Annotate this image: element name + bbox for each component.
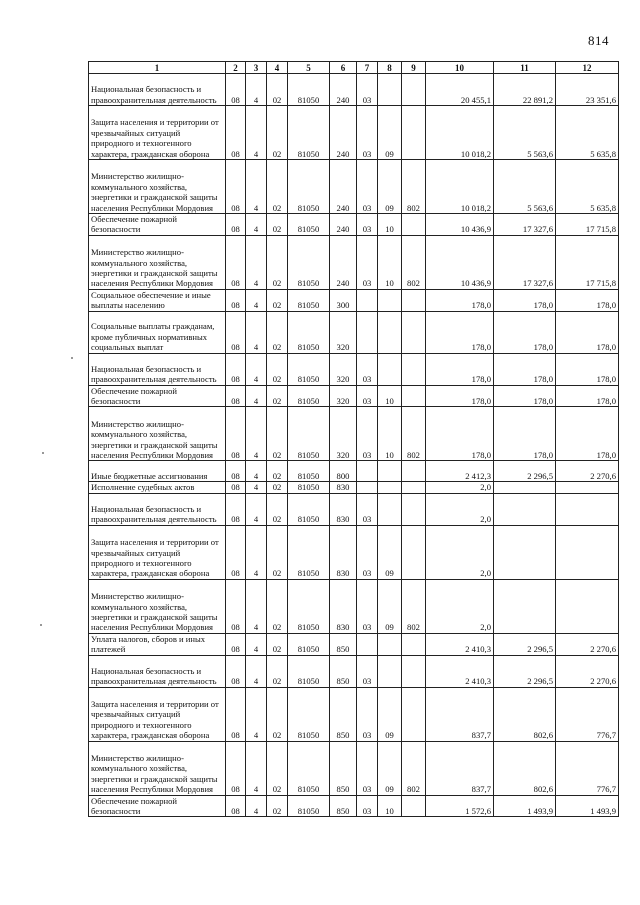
col12-value-cell: 2 270,6 <box>556 461 619 482</box>
col2-cell: 08 <box>226 353 246 385</box>
col8-cell: 09 <box>378 687 402 741</box>
col5-cell: 81050 <box>288 461 330 482</box>
col11-value-cell: 17 327,6 <box>494 214 556 236</box>
col7-cell <box>357 289 378 311</box>
col7-cell: 03 <box>357 353 378 385</box>
col12-value-cell: 17 715,8 <box>556 214 619 236</box>
col11-value-cell: 178,0 <box>494 289 556 311</box>
col8-cell: 09 <box>378 579 402 633</box>
col4-cell: 02 <box>267 74 288 106</box>
col7-cell: 03 <box>357 74 378 106</box>
page-number: 814 <box>588 33 609 48</box>
col4-cell: 02 <box>267 525 288 579</box>
scan-speck <box>40 624 42 626</box>
col12-value-cell <box>556 579 619 633</box>
col6-cell: 300 <box>330 289 357 311</box>
col4-cell: 02 <box>267 687 288 741</box>
col3-cell: 4 <box>246 633 267 655</box>
table-row <box>89 106 619 160</box>
col11-value-cell: 178,0 <box>494 353 556 385</box>
header-row <box>89 62 619 74</box>
col10-value-cell: 10 436,9 <box>426 214 494 236</box>
table-row <box>89 633 619 655</box>
col9-cell <box>402 289 426 311</box>
col4-cell: 02 <box>267 579 288 633</box>
col8-cell: 09 <box>378 160 402 214</box>
col5-cell: 81050 <box>288 385 330 407</box>
col8-cell: 10 <box>378 795 402 817</box>
col5-cell: 81050 <box>288 579 330 633</box>
col10-value-cell: 10 436,9 <box>426 235 494 289</box>
table-row <box>89 687 619 741</box>
col8-cell <box>378 633 402 655</box>
col3-cell: 4 <box>246 214 267 236</box>
header-cell: 6 <box>330 62 357 74</box>
col7-cell: 03 <box>357 235 378 289</box>
col11-value-cell: 22 891,2 <box>494 74 556 106</box>
col6-cell: 830 <box>330 579 357 633</box>
col6-cell: 320 <box>330 311 357 353</box>
col7-cell: 03 <box>357 655 378 687</box>
col12-value-cell: 178,0 <box>556 385 619 407</box>
header-cell: 7 <box>357 62 378 74</box>
table-row <box>89 289 619 311</box>
col12-value-cell <box>556 493 619 525</box>
col12-value-cell: 23 351,6 <box>556 74 619 106</box>
col12-value-cell <box>556 525 619 579</box>
col12-value-cell <box>556 482 619 493</box>
col2-cell: 08 <box>226 741 246 795</box>
col2-cell: 08 <box>226 687 246 741</box>
col5-cell: 81050 <box>288 525 330 579</box>
col7-cell: 03 <box>357 214 378 236</box>
col12-value-cell: 2 270,6 <box>556 655 619 687</box>
col4-cell: 02 <box>267 655 288 687</box>
row-name-cell: Национальная безопасность и правоохранительная деятельность <box>89 74 226 106</box>
scan-speck <box>42 452 44 454</box>
table-row <box>89 482 619 493</box>
col11-value-cell: 1 493,9 <box>494 795 556 817</box>
row-name-cell: Иные бюджетные ассигнования <box>89 461 226 482</box>
table-row <box>89 160 619 214</box>
col2-cell: 08 <box>226 160 246 214</box>
col9-cell <box>402 106 426 160</box>
col7-cell <box>357 633 378 655</box>
col3-cell: 4 <box>246 407 267 461</box>
col8-cell: 10 <box>378 235 402 289</box>
col6-cell: 850 <box>330 795 357 817</box>
col5-cell: 81050 <box>288 106 330 160</box>
col10-value-cell: 10 018,2 <box>426 160 494 214</box>
col9-cell <box>402 353 426 385</box>
col9-cell <box>402 311 426 353</box>
row-name-cell: Министерство жилищно-коммунального хозяйства, энергетики и гражданской защиты населения Республики Мордовия <box>89 407 226 461</box>
col3-cell: 4 <box>246 353 267 385</box>
col10-value-cell: 178,0 <box>426 407 494 461</box>
col4-cell: 02 <box>267 214 288 236</box>
col9-cell <box>402 214 426 236</box>
col11-value-cell: 17 327,6 <box>494 235 556 289</box>
col4-cell: 02 <box>267 289 288 311</box>
table-body <box>89 74 619 817</box>
budget-table <box>88 61 619 817</box>
table-row <box>89 385 619 407</box>
col7-cell <box>357 311 378 353</box>
col11-value-cell: 2 296,5 <box>494 461 556 482</box>
table-row <box>89 525 619 579</box>
table-row <box>89 579 619 633</box>
table-row <box>89 235 619 289</box>
col8-cell <box>378 289 402 311</box>
col4-cell: 02 <box>267 482 288 493</box>
table-row <box>89 461 619 482</box>
col10-value-cell: 10 018,2 <box>426 106 494 160</box>
col2-cell: 08 <box>226 289 246 311</box>
col12-value-cell: 178,0 <box>556 407 619 461</box>
col6-cell: 850 <box>330 633 357 655</box>
col3-cell: 4 <box>246 579 267 633</box>
col2-cell: 08 <box>226 795 246 817</box>
col12-value-cell: 1 493,9 <box>556 795 619 817</box>
col7-cell: 03 <box>357 493 378 525</box>
col10-value-cell: 20 455,1 <box>426 74 494 106</box>
col5-cell: 81050 <box>288 214 330 236</box>
header-cell: 5 <box>288 62 330 74</box>
col8-cell <box>378 461 402 482</box>
col7-cell: 03 <box>357 525 378 579</box>
col3-cell: 4 <box>246 160 267 214</box>
col12-value-cell: 178,0 <box>556 289 619 311</box>
row-name-cell: Обеспечение пожарной безопасности <box>89 385 226 407</box>
table-row <box>89 74 619 106</box>
col9-cell <box>402 795 426 817</box>
row-name-cell: Министерство жилищно-коммунального хозяйства, энергетики и гражданской защиты населения Республики Мордовия <box>89 235 226 289</box>
header-cell: 2 <box>226 62 246 74</box>
col8-cell: 09 <box>378 741 402 795</box>
col10-value-cell: 2 412,3 <box>426 461 494 482</box>
col12-value-cell: 776,7 <box>556 687 619 741</box>
col8-cell: 09 <box>378 525 402 579</box>
header-cell: 12 <box>556 62 619 74</box>
col5-cell: 81050 <box>288 687 330 741</box>
col7-cell: 03 <box>357 795 378 817</box>
col10-value-cell: 2,0 <box>426 482 494 493</box>
col2-cell: 08 <box>226 311 246 353</box>
col5-cell: 81050 <box>288 353 330 385</box>
row-name-cell: Социальное обеспечение и иные выплаты населению <box>89 289 226 311</box>
col4-cell: 02 <box>267 795 288 817</box>
col10-value-cell: 1 572,6 <box>426 795 494 817</box>
col5-cell: 81050 <box>288 655 330 687</box>
col3-cell: 4 <box>246 311 267 353</box>
col9-cell <box>402 461 426 482</box>
table-row <box>89 214 619 236</box>
col10-value-cell: 837,7 <box>426 741 494 795</box>
col7-cell: 03 <box>357 741 378 795</box>
table-row <box>89 655 619 687</box>
col4-cell: 02 <box>267 353 288 385</box>
col2-cell: 08 <box>226 525 246 579</box>
row-name-cell: Министерство жилищно-коммунального хозяйства, энергетики и гражданской защиты населения Республики Мордовия <box>89 160 226 214</box>
col12-value-cell: 5 635,8 <box>556 160 619 214</box>
col12-value-cell: 178,0 <box>556 353 619 385</box>
col5-cell: 81050 <box>288 482 330 493</box>
col5-cell: 81050 <box>288 407 330 461</box>
table-row <box>89 493 619 525</box>
row-name-cell: Социальные выплаты гражданам, кроме публичных нормативных социальных выплат <box>89 311 226 353</box>
row-name-cell: Национальная безопасность и правоохранительная деятельность <box>89 493 226 525</box>
col3-cell: 4 <box>246 741 267 795</box>
col11-value-cell <box>494 482 556 493</box>
col2-cell: 08 <box>226 74 246 106</box>
col3-cell: 4 <box>246 235 267 289</box>
col10-value-cell: 178,0 <box>426 385 494 407</box>
col2-cell: 08 <box>226 235 246 289</box>
col4-cell: 02 <box>267 461 288 482</box>
col6-cell: 850 <box>330 741 357 795</box>
col11-value-cell: 178,0 <box>494 385 556 407</box>
col5-cell: 81050 <box>288 741 330 795</box>
col8-cell <box>378 74 402 106</box>
col7-cell: 03 <box>357 385 378 407</box>
col8-cell <box>378 311 402 353</box>
col9-cell <box>402 687 426 741</box>
scan-speck <box>71 357 73 359</box>
row-name-cell: Министерство жилищно-коммунального хозяйства, энергетики и гражданской защиты населения Республики Мордовия <box>89 741 226 795</box>
col10-value-cell: 837,7 <box>426 687 494 741</box>
col9-cell <box>402 655 426 687</box>
col10-value-cell: 2,0 <box>426 579 494 633</box>
col6-cell: 830 <box>330 482 357 493</box>
row-name-cell: Обеспечение пожарной безопасности <box>89 214 226 236</box>
col12-value-cell: 178,0 <box>556 311 619 353</box>
col6-cell: 240 <box>330 214 357 236</box>
col9-cell: 802 <box>402 579 426 633</box>
col5-cell: 81050 <box>288 493 330 525</box>
col10-value-cell: 178,0 <box>426 353 494 385</box>
col6-cell: 240 <box>330 235 357 289</box>
col7-cell: 03 <box>357 160 378 214</box>
col7-cell: 03 <box>357 687 378 741</box>
col3-cell: 4 <box>246 525 267 579</box>
col11-value-cell <box>494 525 556 579</box>
col4-cell: 02 <box>267 160 288 214</box>
col8-cell: 10 <box>378 385 402 407</box>
col6-cell: 800 <box>330 461 357 482</box>
col8-cell <box>378 655 402 687</box>
col9-cell: 802 <box>402 160 426 214</box>
table-row <box>89 311 619 353</box>
col5-cell: 81050 <box>288 795 330 817</box>
col6-cell: 830 <box>330 525 357 579</box>
col9-cell: 802 <box>402 235 426 289</box>
col2-cell: 08 <box>226 407 246 461</box>
col4-cell: 02 <box>267 385 288 407</box>
col6-cell: 320 <box>330 353 357 385</box>
col3-cell: 4 <box>246 74 267 106</box>
col8-cell <box>378 353 402 385</box>
col11-value-cell: 802,6 <box>494 741 556 795</box>
col11-value-cell: 5 563,6 <box>494 160 556 214</box>
col11-value-cell <box>494 493 556 525</box>
col9-cell <box>402 493 426 525</box>
row-name-cell: Уплата налогов, сборов и иных платежей <box>89 633 226 655</box>
header-cell: 10 <box>426 62 494 74</box>
col12-value-cell: 2 270,6 <box>556 633 619 655</box>
col9-cell: 802 <box>402 407 426 461</box>
row-name-cell: Защита населения и территории от чрезвычайных ситуаций природного и техногенного характера, гражданская оборона <box>89 525 226 579</box>
table-row <box>89 795 619 817</box>
col4-cell: 02 <box>267 633 288 655</box>
col4-cell: 02 <box>267 235 288 289</box>
col5-cell: 81050 <box>288 74 330 106</box>
col6-cell: 240 <box>330 160 357 214</box>
col11-value-cell: 178,0 <box>494 407 556 461</box>
col6-cell: 850 <box>330 655 357 687</box>
col3-cell: 4 <box>246 385 267 407</box>
col11-value-cell: 2 296,5 <box>494 633 556 655</box>
col5-cell: 81050 <box>288 289 330 311</box>
col10-value-cell: 178,0 <box>426 311 494 353</box>
col11-value-cell <box>494 579 556 633</box>
col4-cell: 02 <box>267 311 288 353</box>
col4-cell: 02 <box>267 106 288 160</box>
header-cell: 11 <box>494 62 556 74</box>
row-name-cell: Обеспечение пожарной безопасности <box>89 795 226 817</box>
col8-cell: 09 <box>378 106 402 160</box>
row-name-cell: Национальная безопасность и правоохранительная деятельность <box>89 655 226 687</box>
col11-value-cell: 5 563,6 <box>494 106 556 160</box>
header-cell: 4 <box>267 62 288 74</box>
col2-cell: 08 <box>226 655 246 687</box>
row-name-cell: Министерство жилищно-коммунального хозяйства, энергетики и гражданской защиты населения Республики Мордовия <box>89 579 226 633</box>
col9-cell <box>402 482 426 493</box>
col11-value-cell: 178,0 <box>494 311 556 353</box>
col8-cell: 10 <box>378 407 402 461</box>
col10-value-cell: 178,0 <box>426 289 494 311</box>
col3-cell: 4 <box>246 687 267 741</box>
col7-cell <box>357 461 378 482</box>
col7-cell: 03 <box>357 579 378 633</box>
col2-cell: 08 <box>226 385 246 407</box>
col8-cell: 10 <box>378 214 402 236</box>
col12-value-cell: 776,7 <box>556 741 619 795</box>
col10-value-cell: 2 410,3 <box>426 655 494 687</box>
col3-cell: 4 <box>246 482 267 493</box>
header-cell: 9 <box>402 62 426 74</box>
col6-cell: 240 <box>330 74 357 106</box>
col9-cell: 802 <box>402 741 426 795</box>
col11-value-cell: 2 296,5 <box>494 655 556 687</box>
col9-cell <box>402 385 426 407</box>
col5-cell: 81050 <box>288 633 330 655</box>
col2-cell: 08 <box>226 106 246 160</box>
row-name-cell: Защита населения и территории от чрезвычайных ситуаций природного и техногенного характера, гражданская оборона <box>89 106 226 160</box>
header-cell: 3 <box>246 62 267 74</box>
col10-value-cell: 2,0 <box>426 493 494 525</box>
col6-cell: 320 <box>330 407 357 461</box>
col3-cell: 4 <box>246 493 267 525</box>
col6-cell: 320 <box>330 385 357 407</box>
col5-cell: 81050 <box>288 235 330 289</box>
col3-cell: 4 <box>246 289 267 311</box>
col3-cell: 4 <box>246 795 267 817</box>
table-row <box>89 407 619 461</box>
table-row <box>89 353 619 385</box>
col6-cell: 830 <box>330 493 357 525</box>
row-name-cell: Защита населения и территории от чрезвычайных ситуаций природного и техногенного характера, гражданская оборона <box>89 687 226 741</box>
col4-cell: 02 <box>267 407 288 461</box>
col2-cell: 08 <box>226 633 246 655</box>
col6-cell: 240 <box>330 106 357 160</box>
col3-cell: 4 <box>246 106 267 160</box>
col7-cell: 03 <box>357 106 378 160</box>
col3-cell: 4 <box>246 655 267 687</box>
col3-cell: 4 <box>246 461 267 482</box>
col11-value-cell: 802,6 <box>494 687 556 741</box>
row-name-cell: Исполнение судебных актов <box>89 482 226 493</box>
col2-cell: 08 <box>226 493 246 525</box>
col8-cell <box>378 493 402 525</box>
col2-cell: 08 <box>226 461 246 482</box>
col12-value-cell: 17 715,8 <box>556 235 619 289</box>
col2-cell: 08 <box>226 482 246 493</box>
col10-value-cell: 2 410,3 <box>426 633 494 655</box>
col4-cell: 02 <box>267 493 288 525</box>
row-name-cell: Национальная безопасность и правоохранительная деятельность <box>89 353 226 385</box>
col2-cell: 08 <box>226 214 246 236</box>
col2-cell: 08 <box>226 579 246 633</box>
col7-cell: 03 <box>357 407 378 461</box>
col7-cell <box>357 482 378 493</box>
header-cell: 8 <box>378 62 402 74</box>
col12-value-cell: 5 635,8 <box>556 106 619 160</box>
col4-cell: 02 <box>267 741 288 795</box>
col10-value-cell: 2,0 <box>426 525 494 579</box>
col9-cell <box>402 525 426 579</box>
header-cell: 1 <box>89 62 226 74</box>
col5-cell: 81050 <box>288 160 330 214</box>
col5-cell: 81050 <box>288 311 330 353</box>
col9-cell <box>402 74 426 106</box>
col6-cell: 850 <box>330 687 357 741</box>
table-row <box>89 741 619 795</box>
col9-cell <box>402 633 426 655</box>
col8-cell <box>378 482 402 493</box>
